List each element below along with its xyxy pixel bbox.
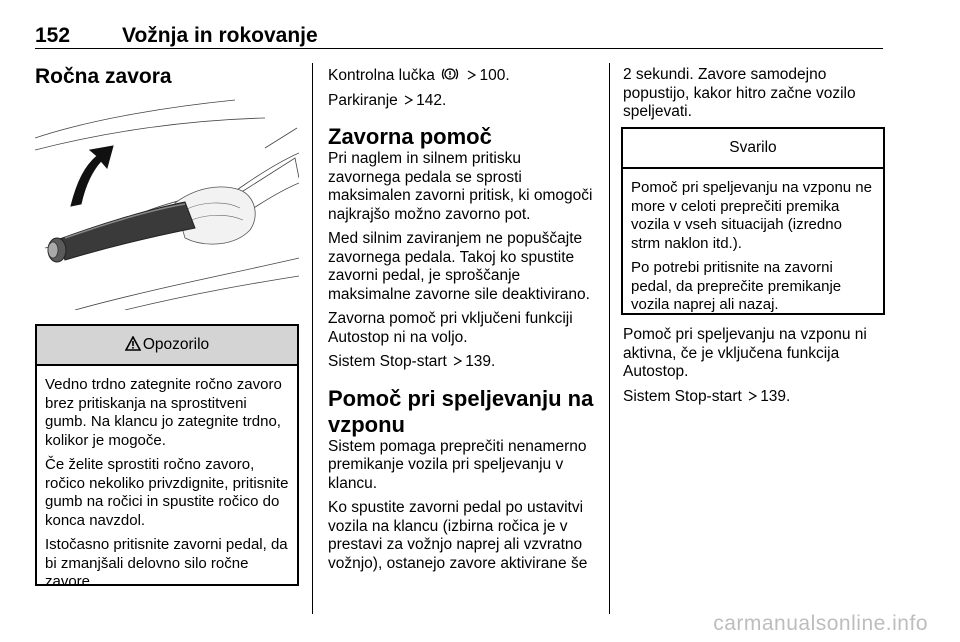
page-reference-icon bbox=[404, 95, 413, 105]
column-2 bbox=[328, 66, 596, 579]
section-title-hill-start-assist: Pomoč pri speljevanju na vzponu bbox=[328, 385, 594, 437]
caution-paragraph: Pomoč pri speljevanju na vzponu ne more v celoti preprečiti premika vozila v vseh situacijah (izredno strm naklon itd.). bbox=[631, 179, 872, 252]
warning-box-body bbox=[37, 366, 297, 606]
paragraph: Med silnim zaviranjem ne popuščajte zavornega pedala. Takoj ko spustite zavorni pedal, je sproščanje maksimalne zavorne sile deaktivirano. bbox=[328, 230, 590, 303]
section-title-brake-assist: Zavorna pomoč bbox=[328, 124, 492, 149]
paragraph: Pri naglem in silnem pritisku zavornega pedala se sprosti maksimalen zavorni pritisk, ki omogoči najkrajšo možno zavorno pot. bbox=[328, 150, 593, 223]
column-divider-1 bbox=[312, 63, 313, 614]
warning-paragraph: Vedno trdno zategnite ročno zavoro brez pritiskanja na sprostitveni gumb. Na klancu jo zategnite trdno, kolikor je mogoče. bbox=[45, 376, 282, 449]
warning-paragraph: Če želite sprostiti ročno zavoro, ročico nekoliko privzdignite, pritisnite gumb na ročici in spustite ročico do konca navzdol. bbox=[45, 456, 289, 529]
page-number: 152 bbox=[35, 24, 71, 47]
stop-start-text: Sistem Stop-start bbox=[623, 387, 742, 405]
warning-box-heading: Opozorilo bbox=[142, 336, 210, 353]
page-header bbox=[35, 22, 883, 49]
page-reference-icon bbox=[467, 70, 476, 80]
column-divider-2 bbox=[609, 63, 610, 614]
paragraph: 2 sekundi. Zavore samodejno popustijo, kakor hitro začne vozilo speljevati. bbox=[623, 66, 856, 120]
warning-paragraph: Istočasno pritisnite zavorni pedal, da bi zmanjšali delovno silo ročne zavore. bbox=[45, 536, 288, 590]
caution-box-header bbox=[623, 129, 883, 169]
chapter-title: Vožnja in rokovanje bbox=[122, 24, 318, 47]
caution-box-body bbox=[623, 169, 883, 329]
page-reference[interactable]: 100. bbox=[479, 67, 510, 84]
column-3-lower bbox=[623, 326, 885, 412]
stop-start-reference-line bbox=[328, 353, 596, 372]
brake-warning-light-icon bbox=[441, 66, 459, 82]
page-reference[interactable]: 139. bbox=[760, 387, 791, 405]
control-indicator-line bbox=[328, 66, 596, 86]
column-3 bbox=[623, 66, 885, 128]
handbrake-lever-illustration bbox=[35, 98, 299, 310]
control-indicator-text: Kontrolna lučka bbox=[328, 67, 435, 84]
caution-box bbox=[621, 127, 885, 315]
caution-paragraph: Po potrebi pritisnite na zavorni pedal, da preprečite premikanje vozila naprej ali nazaj. bbox=[631, 259, 842, 313]
paragraph: Zavorna pomoč pri vključeni funkciji Autostop ni na voljo. bbox=[328, 310, 573, 346]
stop-start-reference-line bbox=[623, 388, 885, 407]
warning-box-header bbox=[37, 326, 297, 366]
page-reference[interactable]: 142. bbox=[416, 91, 447, 109]
warning-box bbox=[35, 324, 299, 590]
paragraph: Pomoč pri speljevanju na vzponu ni aktivna, če je vključena funkcija Autostop. bbox=[623, 326, 867, 380]
warning-triangle-icon bbox=[125, 336, 141, 351]
paragraph: Sistem pomaga preprečiti nenamerno premikanje vozila pri speljevanju v klancu. bbox=[328, 437, 587, 492]
page-reference[interactable]: 139. bbox=[465, 353, 496, 370]
page-reference-icon bbox=[453, 356, 462, 366]
caution-box-heading: Svarilo bbox=[729, 139, 777, 156]
stop-start-text: Sistem Stop-start bbox=[328, 353, 447, 370]
page-reference-icon bbox=[748, 391, 757, 401]
parking-text: Parkiranje bbox=[328, 91, 398, 109]
watermark: carmanualsonline.info bbox=[713, 612, 928, 635]
paragraph: Ko spustite zavorni pedal po ustavitvi vozila na klancu (izbirna ročica je v prestavi za vožnjo naprej ali vzvratno vožnjo), ostanejo zavore aktivirane še bbox=[328, 499, 588, 572]
parking-reference-line bbox=[328, 92, 596, 111]
section-title-handbrake: Ročna zavora bbox=[35, 65, 172, 88]
